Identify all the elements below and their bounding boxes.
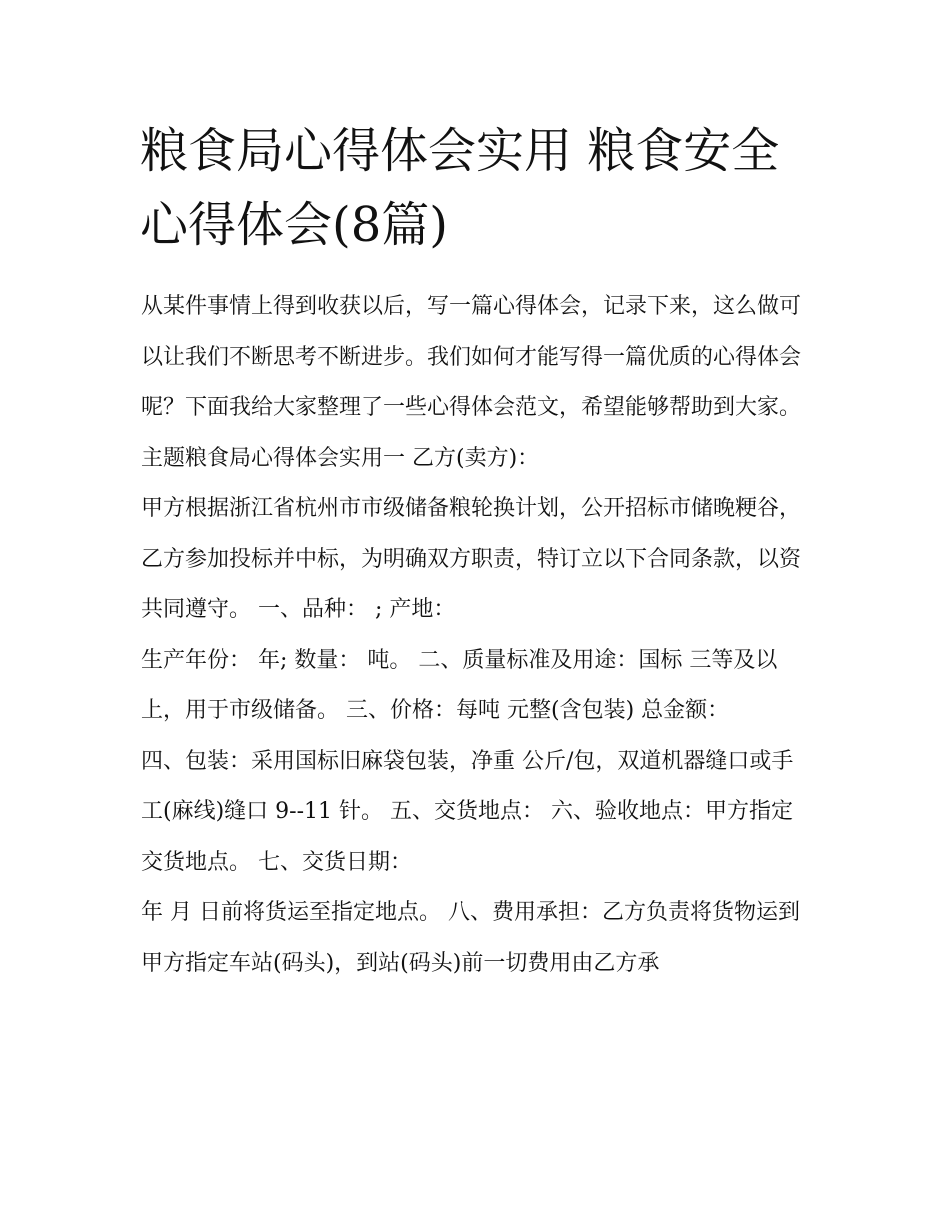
paragraph-delivery-cost: 年 月 日前将货运至指定地点。 八、费用承担：乙方负责将货物运到甲方指定车站(码头)，到站(码头)前一切费用由乙方承	[141, 900, 800, 976]
paragraph-packaging: 四、包装：采用国标旧麻袋包装，净重 公斤/包，双道机器缝口或手工(麻线)缝口 9--11 针。 五、交货地点： 六、验收地点：甲方指定交货地点。 七、交货日期：	[141, 748, 794, 875]
paragraph-intro: 从某件事情上得到收获以后，写一篇心得体会，记录下来，这么做可以让我们不断思考不断进步。我们如何才能写得一篇优质的心得体会呢？下面我给大家整理了一些心得体会范文，希望能够帮助到大家。	[141, 294, 802, 420]
paragraph-year-quantity: 生产年份： 年; 数量： 吨。 二、质量标准及用途：国标 三等及以上，用于市级储备。 三、价格：每吨 元整(含包装) 总金额：	[141, 647, 778, 723]
document-title: 粮食局心得体会实用 粮食安全心得体会(8篇)	[140, 123, 780, 253]
paragraph-topic: 主题粮食局心得体会实用一 乙方(卖方)：	[141, 445, 540, 471]
document-body	[141, 282, 813, 989]
paragraph-contract-basis: 甲方根据浙江省杭州市市级储备粮轮换计划，公开招标市储晚粳谷，乙方参加投标并中标，为明确双方职责，特订立以下合同条款，以资共同遵守。 一、品种： ; 产地：	[141, 496, 802, 622]
